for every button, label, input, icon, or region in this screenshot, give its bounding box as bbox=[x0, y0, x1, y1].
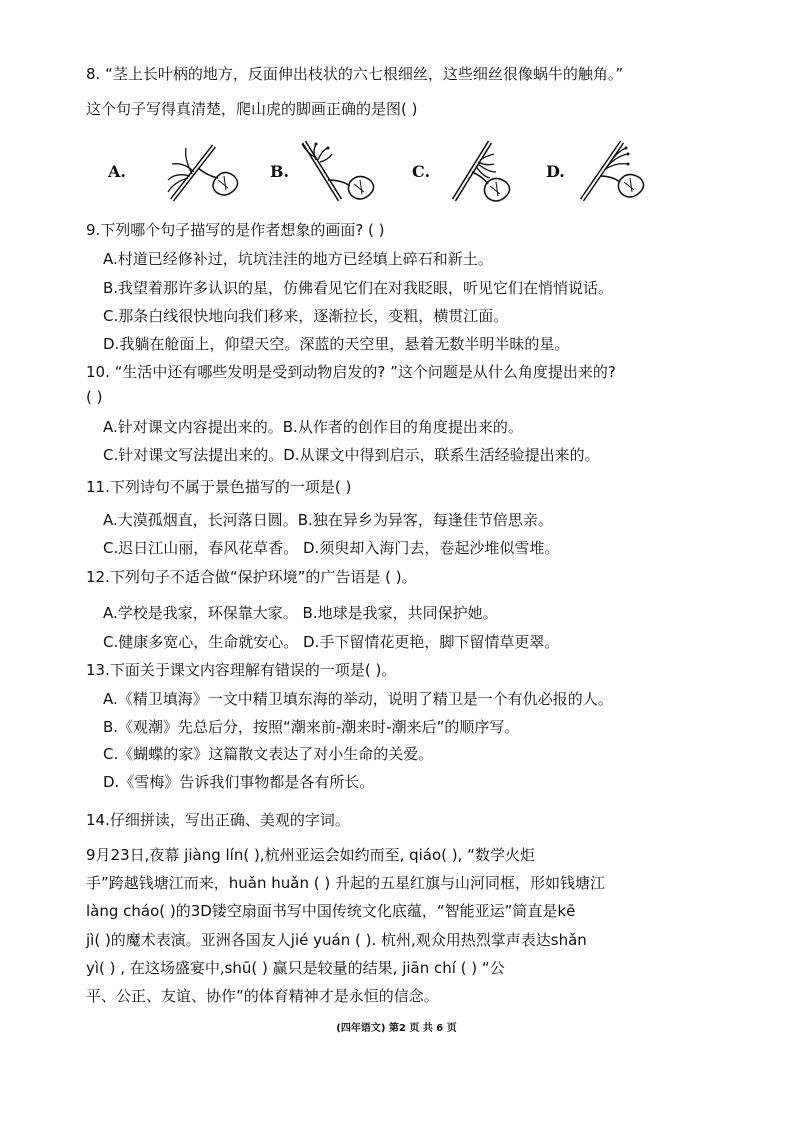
q14-paragraph-line1: 9月23日,夜幕 jiàng lín( ),杭州亚运会如约而至, qiáo( ), “数学火炬 bbox=[86, 846, 535, 864]
q14-stem: 14.仔细拼读，写出正确、美观的字词。 bbox=[86, 811, 350, 829]
figure-a bbox=[108, 138, 238, 202]
q8-stem-line1: 8. “茎上长叶柄的地方，反面伸出枝状的六七根细丝，这些细丝很像蜗牛的触角。” bbox=[86, 65, 624, 83]
page-footer: (四年语文) 第2 页 共 6 页 bbox=[336, 1023, 457, 1034]
q12-options-ab: A.学校是我家，环保靠大家。 B.地球是我家，共同保护她。 bbox=[103, 604, 498, 622]
q13-option-c: C.《蝴蝶的家》这篇散文表达了对小生命的关爱。 bbox=[103, 745, 434, 763]
figure-a-label: A. bbox=[108, 162, 126, 181]
q11-options-ab: A.大漠孤烟直，长河落日圆。B.独在异乡为异客，每逢佳节倍思亲。 bbox=[103, 511, 553, 529]
q14-paragraph-line5: yì( ) , 在这场盛宴中,shū( ) 赢只是较量的结果, jiān chí ( ) “公 bbox=[86, 959, 505, 977]
q14-paragraph-line4: jì( )的魔术表演。亚洲各国友人jié yuán ( ). 杭州,观众用热烈掌声表达shǎn bbox=[86, 931, 587, 949]
q10-stem-blank: ( ) bbox=[86, 388, 103, 406]
ivy-stem-icon bbox=[294, 138, 404, 202]
q10-stem: 10. “生活中还有哪些发明是受到动物启发的? ”这个问题是从什么角度提出来的? bbox=[86, 363, 616, 381]
figure-d bbox=[546, 138, 670, 202]
q9-option-b: B.我望着那许多认识的星，仿佛看见它们在对我眨眼，听见它们在悄悄说话。 bbox=[103, 279, 614, 297]
q14-paragraph-line6: 平、公正、友谊、协作”的体育精神才是永恒的信念。 bbox=[86, 987, 439, 1005]
ivy-stem-icon bbox=[570, 138, 670, 202]
figure-c-label: C. bbox=[412, 162, 431, 181]
q12-stem: 12.下列句子不适合做“保护环境”的广告语是 ( )。 bbox=[86, 568, 417, 586]
figure-b bbox=[270, 138, 400, 202]
q9-option-c: C.那条白线很快地向我们移来，逐渐拉长，变粗，横贯江面。 bbox=[103, 307, 509, 325]
q10-options-cd: C.针对课文写法提出来的。D.从课文中得到启示，联系生活经验提出来的。 bbox=[103, 446, 600, 464]
figure-d-label: D. bbox=[546, 162, 565, 181]
ivy-stem-icon bbox=[132, 138, 242, 202]
ivy-stem-icon bbox=[440, 138, 550, 202]
q13-option-b: B.《观潮》先总后分，按照“潮来前-潮来时-潮来后”的顺序写。 bbox=[103, 718, 520, 736]
figure-c bbox=[412, 138, 542, 202]
q10-options-ab: A.针对课文内容提出来的。B.从作者的创作目的角度提出来的。 bbox=[103, 418, 523, 436]
q8-stem-line2: 这个句子写得真清楚，爬山虎的脚画正确的是图( ) bbox=[86, 100, 418, 118]
q12-options-cd: C.健康多宽心，生命就安心。 D.手下留情花更艳，脚下留情草更翠。 bbox=[103, 633, 560, 651]
q9-option-a: A.村道已经修补过，坑坑洼洼的地方已经填上碎石和新土。 bbox=[103, 250, 493, 268]
q14-paragraph-line2: 手”跨越钱塘江而来，huǎn huǎn ( ) 升起的五星红旗与山河同框，形如钱塘江 bbox=[86, 874, 605, 892]
q13-option-d: D.《雪梅》告诉我们事物都是各有所长。 bbox=[103, 773, 375, 791]
q11-options-cd: C.迟日江山丽，春风花草香。 D.须臾却入海门去，卷起沙堆似雪堆。 bbox=[103, 539, 560, 557]
q13-option-a: A.《精卫填海》一文中精卫填东海的举动，说明了精卫是一个有仇必报的人。 bbox=[103, 690, 613, 708]
q11-stem: 11.下列诗句不属于景色描写的一项是( ) bbox=[86, 478, 352, 496]
figure-b-label: B. bbox=[270, 162, 290, 181]
q8-figures bbox=[100, 138, 670, 202]
q14-paragraph-line3: làng cháo( )的3D镂空扇面书写中国传统文化底蕴，“智能亚运”简直是kē bbox=[86, 902, 576, 920]
q9-option-d: D.我躺在舱面上，仰望天空。深蓝的天空里，悬着无数半明半昧的星。 bbox=[103, 335, 570, 353]
q9-stem: 9.下列哪个句子描写的是作者想象的画面? ( ) bbox=[86, 221, 385, 239]
q13-stem: 13.下面关于课文内容理解有错误的一项是( )。 bbox=[86, 661, 397, 679]
